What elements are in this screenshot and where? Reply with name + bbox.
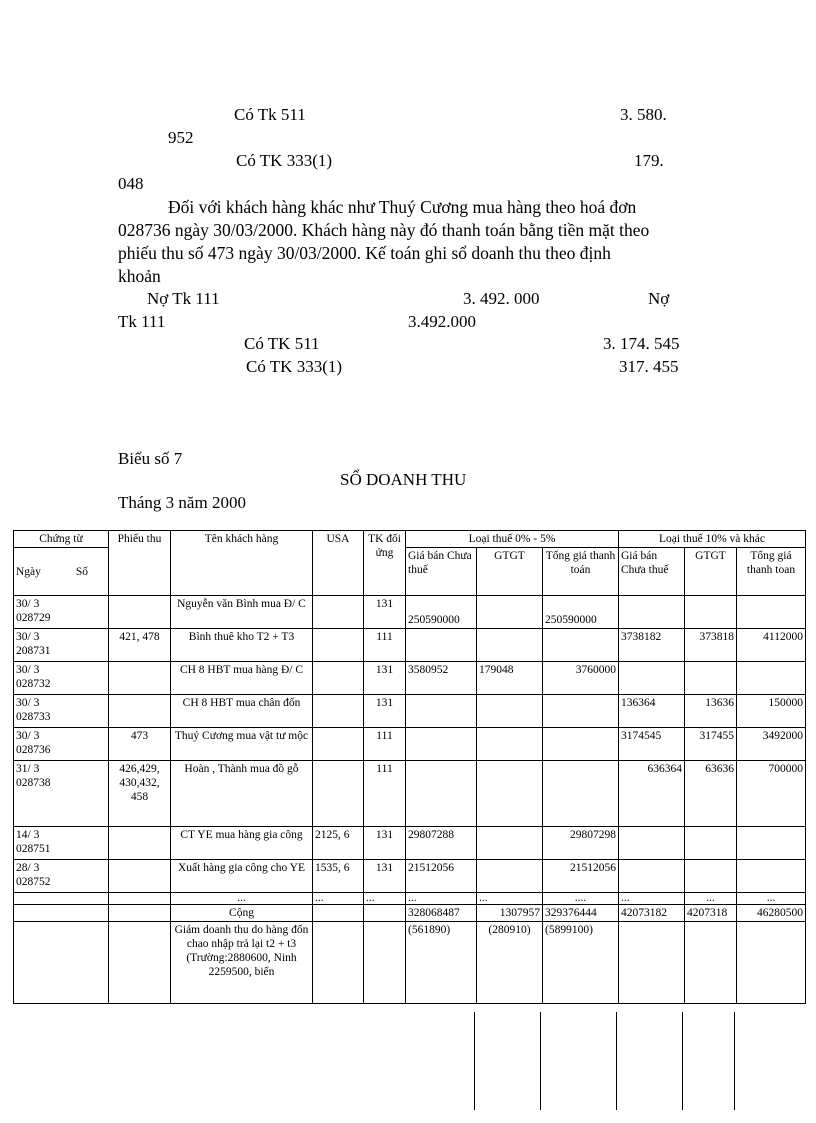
cell-number: 028733 bbox=[16, 711, 51, 723]
entry-debit-111-label-2a: Nợ bbox=[648, 289, 670, 308]
header-voucher: Chứng từ bbox=[14, 531, 109, 548]
cell-date-number bbox=[14, 860, 109, 893]
ellipsis-cell: ... bbox=[406, 893, 477, 905]
cell-date-number bbox=[14, 662, 109, 695]
cell-price bbox=[406, 728, 477, 761]
cell-date: 28/ 3 bbox=[16, 862, 40, 874]
cell-date: 30/ 3 bbox=[16, 631, 40, 643]
cell-price-2 bbox=[619, 596, 685, 629]
header-vat: GTGT bbox=[477, 548, 543, 596]
sum-row bbox=[14, 905, 806, 922]
cell-price-2: 136364 bbox=[619, 695, 685, 728]
cell-vat-2: 317455 bbox=[685, 728, 737, 761]
entry-debit-111-label: Nợ Tk 111 bbox=[147, 289, 220, 308]
cell-price bbox=[406, 761, 477, 827]
cell-receipt: 473 bbox=[109, 728, 171, 761]
ellipsis-cell: ... bbox=[685, 893, 737, 905]
cell-vat-2 bbox=[685, 662, 737, 695]
entry-credit2-333-amount: 317. 455 bbox=[619, 357, 679, 376]
ellipsis-cell: ... bbox=[619, 893, 685, 905]
cell-total-2 bbox=[737, 827, 806, 860]
cell-total bbox=[543, 629, 619, 662]
cell-receipt bbox=[109, 662, 171, 695]
cell-number: 028751 bbox=[16, 843, 51, 855]
ellipsis-cell: ... bbox=[737, 893, 806, 905]
cell-date-number bbox=[14, 728, 109, 761]
ellipsis-cell: ... bbox=[364, 893, 406, 905]
form-label: Biểu số 7 bbox=[118, 449, 183, 468]
header-vat-2: GTGT bbox=[685, 548, 737, 596]
cell-vat bbox=[477, 761, 543, 827]
cell-vat bbox=[477, 860, 543, 893]
reduction-row bbox=[14, 922, 806, 1004]
cell-vat-2: 373818 bbox=[685, 629, 737, 662]
cell-price: 29807288 bbox=[406, 827, 477, 860]
entry-credit-333-amount-wrap: 048 bbox=[118, 174, 144, 193]
cell-total: 29807298 bbox=[543, 827, 619, 860]
cell-total-2: 3492000 bbox=[737, 728, 806, 761]
cell-number: 028738 bbox=[16, 777, 51, 789]
ellipsis-cell: ... bbox=[313, 893, 364, 905]
cell-price-2 bbox=[619, 662, 685, 695]
cell-price bbox=[406, 629, 477, 662]
header-group-tax-10: Loại thuế 10% và khác bbox=[619, 531, 806, 548]
cell-receipt: 421, 478 bbox=[109, 629, 171, 662]
cell-receipt bbox=[109, 860, 171, 893]
reduction-total: (5899100) bbox=[543, 922, 619, 1004]
cell-total: 21512056 bbox=[543, 860, 619, 893]
cell-account: 111 bbox=[364, 629, 406, 662]
entry-credit2-511-amount: 3. 174. 545 bbox=[603, 334, 680, 353]
cell-vat bbox=[477, 596, 543, 629]
header-account: TK đối ứng bbox=[364, 531, 406, 596]
table-row bbox=[14, 695, 806, 728]
entry-debit-111-amount: 3. 492. 000 bbox=[463, 289, 540, 308]
sum-vat-2: 4207318 bbox=[685, 905, 737, 922]
entry-credit2-333-label: Có TK 333(1) bbox=[246, 357, 343, 376]
header-price: Giá bán Chưa thuế bbox=[406, 548, 477, 596]
reduction-vat: (280910) bbox=[477, 922, 543, 1004]
cell-usa: 2125, 6 bbox=[313, 827, 364, 860]
header-row-1 bbox=[14, 531, 806, 548]
ellipsis-row bbox=[14, 893, 806, 905]
cell-date-number bbox=[14, 629, 109, 662]
sum-price: 328068487 bbox=[406, 905, 477, 922]
cell-vat-2 bbox=[685, 596, 737, 629]
cell-price-2: 3174545 bbox=[619, 728, 685, 761]
sum-price-2: 42073182 bbox=[619, 905, 685, 922]
cell-date: 30/ 3 bbox=[16, 598, 40, 610]
reduction-cell bbox=[14, 922, 109, 1004]
ellipsis-cell: ... bbox=[171, 893, 313, 905]
cell-date-number bbox=[14, 695, 109, 728]
cell-usa bbox=[313, 596, 364, 629]
ellipsis-cell: ... bbox=[477, 893, 543, 905]
sum-cell bbox=[364, 905, 406, 922]
cell-receipt: 426,429, 430,432, 458 bbox=[109, 761, 171, 827]
cell-date-number bbox=[14, 827, 109, 860]
entry-credit-511-amount: 3. 580. bbox=[620, 105, 667, 124]
cell-price-2: 3738182 bbox=[619, 629, 685, 662]
header-customer: Tên khách hàng bbox=[171, 531, 313, 596]
cell-usa bbox=[313, 695, 364, 728]
paragraph-line-1: Đối với khách hàng khác như Thuý Cương mua hàng theo hoá đơn bbox=[168, 197, 637, 217]
header-number: Số bbox=[75, 565, 88, 578]
cell-total-2: 150000 bbox=[737, 695, 806, 728]
form-title: SỔ DOANH THU bbox=[340, 470, 467, 489]
cell-vat bbox=[477, 629, 543, 662]
entry-credit-511-amount-wrap: 952 bbox=[168, 128, 194, 147]
header-price-2: Giá bán Chưa thuế bbox=[619, 548, 685, 596]
sum-label: Cộng bbox=[171, 905, 313, 922]
cell-total-2 bbox=[737, 860, 806, 893]
header-receipt: Phiếu thu bbox=[109, 531, 171, 596]
cell-date: 14/ 3 bbox=[16, 829, 40, 841]
revenue-ledger-table bbox=[13, 530, 806, 1004]
cell-number: 028752 bbox=[16, 876, 51, 888]
reduction-price: (561890) bbox=[406, 922, 477, 1004]
reduction-label: Giảm doanh thu do hàng đốn chao nhập trả lại t2 + t3 (Trường:2880600, Ninh 2259500, biển bbox=[171, 922, 313, 1004]
reduction-cell bbox=[737, 922, 806, 1004]
sum-total-2: 46280500 bbox=[737, 905, 806, 922]
cell-account: 131 bbox=[364, 860, 406, 893]
table-row bbox=[14, 629, 806, 662]
sum-cell bbox=[109, 905, 171, 922]
entry-debit-111-amount-2: 3.492.000 bbox=[408, 312, 476, 331]
cell-total bbox=[543, 761, 619, 827]
cell-vat bbox=[477, 695, 543, 728]
sum-cell bbox=[14, 905, 109, 922]
entry-credit-511-label: Có Tk 511 bbox=[234, 105, 306, 124]
cell-date: 30/ 3 bbox=[16, 664, 40, 676]
paragraph-line-3: phiếu thu số 473 ngày 30/03/2000. Kế toán ghi sổ doanh thu theo định bbox=[118, 243, 611, 263]
reduction-cell bbox=[109, 922, 171, 1004]
cell-customer: Xuất hàng gia công cho YE bbox=[171, 860, 313, 893]
cell-usa bbox=[313, 761, 364, 827]
cell-vat-2: 13636 bbox=[685, 695, 737, 728]
cell-total-2: 4112000 bbox=[737, 629, 806, 662]
cell-account: 131 bbox=[364, 827, 406, 860]
continuation-line bbox=[682, 1012, 683, 1110]
cell-date-number bbox=[14, 596, 109, 629]
reduction-cell bbox=[313, 922, 364, 1004]
entry-credit-333-label: Có TK 333(1) bbox=[236, 151, 333, 170]
cell-vat-2 bbox=[685, 827, 737, 860]
paragraph-line-4: khoản bbox=[118, 266, 161, 286]
cell-number: 028732 bbox=[16, 678, 51, 690]
table-row bbox=[14, 827, 806, 860]
cell-vat bbox=[477, 827, 543, 860]
cell-date: 31/ 3 bbox=[16, 763, 40, 775]
cell-vat-2: 63636 bbox=[685, 761, 737, 827]
cell-usa bbox=[313, 629, 364, 662]
header-date: Ngày bbox=[16, 565, 41, 578]
cell-number: 028729 bbox=[16, 612, 51, 624]
cell-account: 131 bbox=[364, 662, 406, 695]
ellipsis-cell bbox=[14, 893, 109, 905]
cell-total: 250590000 bbox=[543, 596, 619, 629]
entry-debit-111-label-2b: Tk 111 bbox=[118, 312, 166, 331]
table-row bbox=[14, 596, 806, 629]
entry-credit2-511-label: Có TK 511 bbox=[244, 334, 320, 353]
cell-price: 3580952 bbox=[406, 662, 477, 695]
reduction-cell bbox=[619, 922, 685, 1004]
cell-number: 208731 bbox=[16, 645, 51, 657]
cell-vat-2 bbox=[685, 860, 737, 893]
cell-vat: 179048 bbox=[477, 662, 543, 695]
cell-account: 111 bbox=[364, 761, 406, 827]
form-month: Tháng 3 năm 2000 bbox=[118, 493, 246, 512]
continuation-line bbox=[474, 1012, 475, 1110]
cell-price-2 bbox=[619, 860, 685, 893]
cell-price: 21512056 bbox=[406, 860, 477, 893]
sum-vat: 1307957 bbox=[477, 905, 543, 922]
cell-customer: CT YE mua hàng gia công bbox=[171, 827, 313, 860]
ellipsis-cell: .... bbox=[543, 893, 619, 905]
cell-customer: Nguyễn văn Bình mua Đ/ C bbox=[171, 596, 313, 629]
cell-usa bbox=[313, 662, 364, 695]
cell-usa bbox=[313, 728, 364, 761]
cell-number: 028736 bbox=[16, 744, 51, 756]
ellipsis-cell bbox=[109, 893, 171, 905]
cell-date: 30/ 3 bbox=[16, 697, 40, 709]
reduction-cell bbox=[364, 922, 406, 1004]
cell-price-2: 636364 bbox=[619, 761, 685, 827]
cell-customer: Bình thuê kho T2 + T3 bbox=[171, 629, 313, 662]
cell-price-2 bbox=[619, 827, 685, 860]
header-usa: USA bbox=[313, 531, 364, 596]
cell-date-number bbox=[14, 761, 109, 827]
sum-total: 329376444 bbox=[543, 905, 619, 922]
cell-total bbox=[543, 728, 619, 761]
cell-total bbox=[543, 695, 619, 728]
reduction-cell bbox=[685, 922, 737, 1004]
cell-date: 30/ 3 bbox=[16, 730, 40, 742]
cell-receipt bbox=[109, 695, 171, 728]
entry-credit-333-amount: 179. bbox=[634, 151, 664, 170]
table-row bbox=[14, 662, 806, 695]
header-date-number bbox=[14, 548, 109, 596]
cell-receipt bbox=[109, 827, 171, 860]
cell-price: 250590000 bbox=[406, 596, 477, 629]
cell-vat bbox=[477, 728, 543, 761]
cell-usa: 1535, 6 bbox=[313, 860, 364, 893]
sum-cell bbox=[313, 905, 364, 922]
header-total-2: Tổng giá thanh toan bbox=[737, 548, 806, 596]
cell-customer: Thuý Cương mua vật tư mộc bbox=[171, 728, 313, 761]
cell-receipt bbox=[109, 596, 171, 629]
continuation-line bbox=[540, 1012, 541, 1110]
cell-account: 131 bbox=[364, 695, 406, 728]
continuation-line bbox=[616, 1012, 617, 1110]
table-row bbox=[14, 728, 806, 761]
cell-customer: CH 8 HBT mua chân đốn bbox=[171, 695, 313, 728]
table-row bbox=[14, 860, 806, 893]
cell-customer: CH 8 HBT mua hàng Đ/ C bbox=[171, 662, 313, 695]
cell-total-2 bbox=[737, 662, 806, 695]
table-row bbox=[14, 761, 806, 827]
cell-account: 131 bbox=[364, 596, 406, 629]
paragraph-line-2: 028736 ngày 30/03/2000. Khách hàng này đó thanh toán bằng tiền mặt theo bbox=[118, 220, 650, 240]
cell-total-2 bbox=[737, 596, 806, 629]
cell-price bbox=[406, 695, 477, 728]
cell-customer: Hoàn , Thành mua đồ gỗ bbox=[171, 761, 313, 827]
cell-account: 111 bbox=[364, 728, 406, 761]
cell-total: 3760000 bbox=[543, 662, 619, 695]
header-group-tax-0-5: Loại thuế 0% - 5% bbox=[406, 531, 619, 548]
header-total: Tổng giá thanh toán bbox=[543, 548, 619, 596]
cell-total-2: 700000 bbox=[737, 761, 806, 827]
continuation-line bbox=[734, 1012, 735, 1110]
